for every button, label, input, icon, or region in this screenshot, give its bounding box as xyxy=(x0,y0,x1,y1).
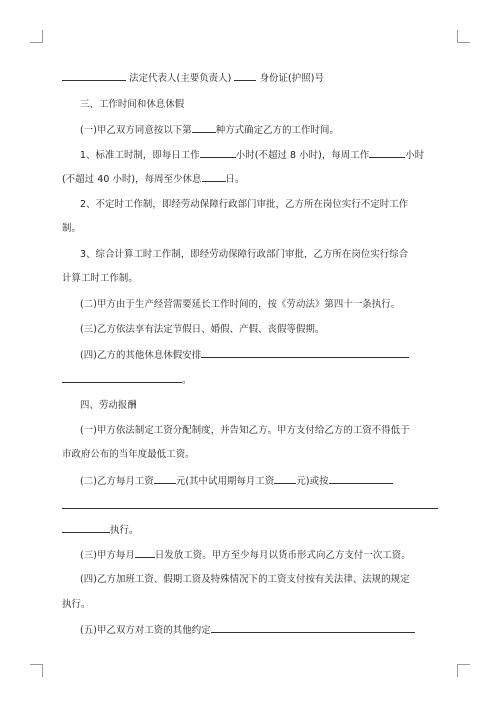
s4-p8: (五)甲乙双方对工资的其他约定 xyxy=(80,623,456,637)
blank-wage-method-end[interactable] xyxy=(62,523,110,533)
section3-title: 三、工作时间和休息休假 xyxy=(80,99,185,110)
blank-employer[interactable] xyxy=(62,71,126,81)
crop-mark-bottom-right xyxy=(457,664,470,677)
s4-p1: (一)甲方依法制定工资分配制度，并告知乙方。甲方支付给乙方的工资不得低于 xyxy=(80,425,410,436)
s4-p2: 市政府公布的当年度最低工资。 xyxy=(62,449,195,460)
s3-p11: 。 xyxy=(62,373,438,387)
s4-p5: (三)甲方每月 日发放工资。甲方至少每月以货币形式向乙方支付一次工资。 xyxy=(80,550,411,561)
blank-rep-name[interactable] xyxy=(234,71,256,81)
blank-other-leave[interactable] xyxy=(201,348,409,358)
blank-weekly-hours[interactable] xyxy=(369,148,405,158)
s4-p4: 执行。 xyxy=(62,523,438,537)
s3-p2: 1、标准工时制，即每日工作 小时(不超过 8 小时)，每周工作 小时 xyxy=(80,150,425,161)
crop-mark-top-right xyxy=(457,30,470,43)
crop-mark-top-left xyxy=(30,30,43,43)
representative-line xyxy=(62,71,438,85)
s3-p7: 计算工时工作制。 xyxy=(62,273,138,284)
rep-label: 法定代表人(主要负责人) xyxy=(129,73,232,84)
id-label: 身份证(护照)号 xyxy=(259,73,324,84)
blank-probation-wage[interactable] xyxy=(274,474,296,484)
section4-title: 四、劳动报酬 xyxy=(80,400,137,411)
s4-p3: (二)乙方每月工资 元(其中试用期每月工资 元)或按 xyxy=(80,474,456,488)
blank-wage-method-line[interactable] xyxy=(62,508,438,509)
blank-daily-hours[interactable] xyxy=(200,148,236,158)
s3-p3: (不超过 40 小时)，每周至少休息 日。 xyxy=(62,174,245,185)
blank-rest-days[interactable] xyxy=(202,172,226,182)
s4-p6: (四)乙方加班工资、假期工资及特殊情况下的工资支付按有关法律、法规的规定 xyxy=(80,574,410,585)
blank-other-wage-terms[interactable] xyxy=(211,623,415,633)
s3-p10: (四)乙方的其他休息休假安排 xyxy=(80,348,456,362)
s3-p4: 2、不定时工作制，即经劳动保障行政部门审批，乙方所在岗位实行不定时工作 xyxy=(80,199,409,210)
s3-p8: (二)甲方由于生产经营需要延长工作时间的，按《劳动法》第四十一条执行。 xyxy=(80,299,401,310)
blank-pay-day[interactable] xyxy=(135,548,155,558)
s3-p1: (一)甲乙双方同意按以下第 种方式确定乙方的工作时间。 xyxy=(80,125,339,136)
blank-other-leave-cont[interactable] xyxy=(62,373,182,383)
s3-p6: 3、综合计算工时工作制，即经劳动保障行政部门审批，乙方所在岗位实行综合 xyxy=(80,249,409,260)
s3-p5: 制。 xyxy=(62,223,81,234)
crop-mark-bottom-left xyxy=(30,664,43,677)
blank-wage-method[interactable] xyxy=(329,474,393,484)
blank-monthly-wage[interactable] xyxy=(154,474,176,484)
s3-p9: (三)乙方依法享有法定节假日、婚假、产假、丧假等假期。 xyxy=(80,324,325,335)
s4-p7: 执行。 xyxy=(62,599,91,610)
blank-work-mode[interactable] xyxy=(192,123,216,133)
